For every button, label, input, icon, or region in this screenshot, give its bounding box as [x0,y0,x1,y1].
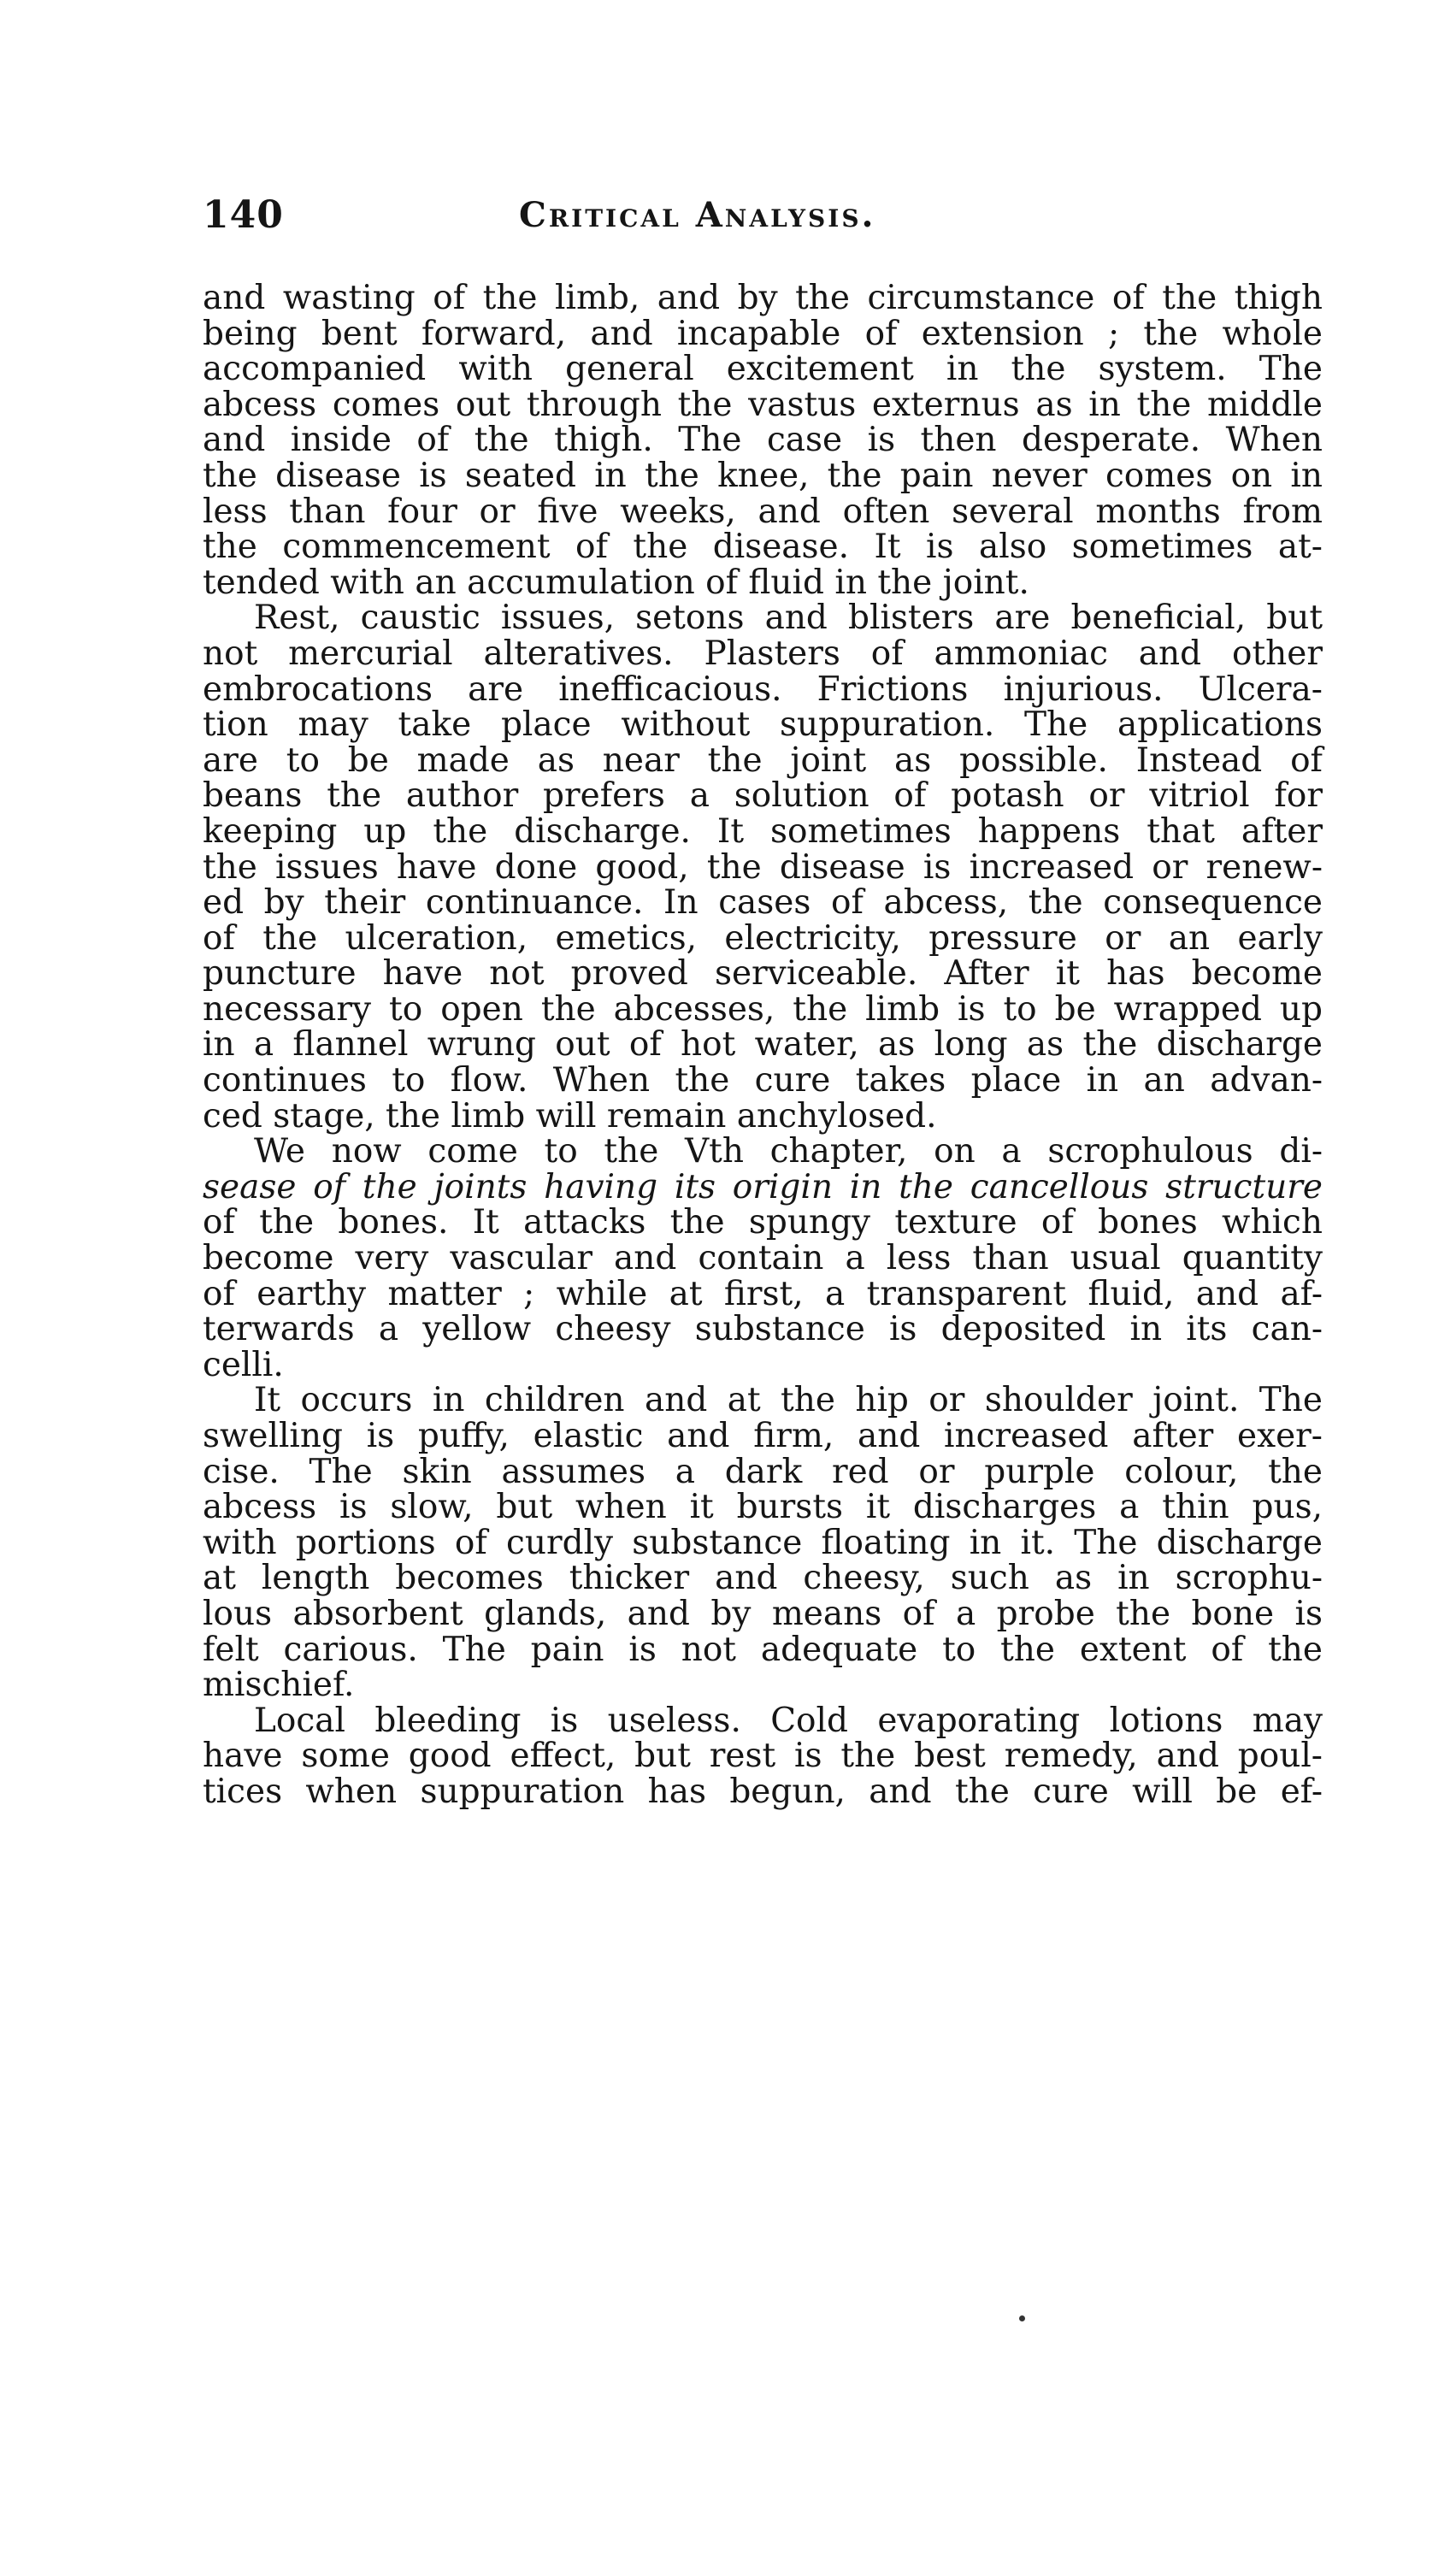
running-head: Critical Analysis. [519,195,876,235]
text-line: not mercurial alteratives. Plasters of ammoniac and other [203,634,1323,673]
text-line: the issues have done good, the disease is increased or renew- [203,847,1323,887]
text-line: puncture have not proved serviceable. After it has become [203,954,1323,994]
text-line: sease of the joints having its origin in the cancellous structure [203,1167,1323,1206]
text-line: tended with an accumulation of fluid in the joint. [203,563,1029,602]
text-line: tices when suppuration has begun, and the cure will be ef- [203,1772,1323,1811]
text-line: of the ulceration, emetics, electricity, pressure or an early [203,918,1323,958]
text-line: necessary to open the abcesses, the limb is to be wrapped up [203,989,1323,1029]
page-number: 140 [203,193,284,237]
text-line: continues to flow. When the cure takes place in an advan- [203,1061,1323,1100]
text-line: the disease is seated in the knee, the pain never comes on in [203,456,1323,495]
text-line: cise. The skin assumes a dark red or purple colour, the [203,1452,1323,1491]
text-line: less than four or five weeks, and often several months from [203,492,1323,531]
text-line: terwards a yellow cheesy substance is deposited in its can- [203,1310,1323,1349]
text-line: have some good effect, but rest is the best remedy, and poul- [203,1737,1323,1776]
text-line: of earthy matter ; while at first, a transparent fluid, and af- [203,1274,1323,1313]
text-line: of the bones. It attacks the spungy texture of bones which [203,1203,1323,1242]
text-line: accompanied with general excitement in the system. The [203,350,1323,389]
text-line: lous absorbent glands, and by means of a probe the bone is [203,1594,1323,1633]
text-line: Local bleeding is useless. Cold evaporating lotions may [254,1701,1323,1740]
text-line: ced stage, the limb will remain anchylosed. [203,1096,937,1135]
text-line: abcess is slow, but when it bursts it discharges a thin pus, [203,1488,1323,1527]
text-line: celli. [203,1345,284,1384]
text-line: felt carious. The pain is not adequate to the extent of the [203,1630,1323,1669]
text-line: the commencement of the disease. It is also sometimes at- [203,528,1323,567]
text-line: beans the author prefers a solution of potash or vitriol for [203,776,1323,816]
text-line: being bent forward, and incapable of extension ; the whole [203,314,1323,353]
text-line: and wasting of the limb, and by the circumstance of the thigh [203,279,1323,317]
text-line: embrocations are inefficacious. Frictions injurious. Ulcera- [203,669,1323,709]
text-line: It occurs in children and at the hip or shoulder joint. The [254,1381,1323,1420]
text-line: become very vascular and contain a less than usual quantity [203,1239,1323,1278]
text-line: abcess comes out through the vastus externus as in the middle [203,385,1323,424]
text-line: at length becomes thicker and cheesy, such as in scrophu- [203,1559,1323,1598]
page-header [203,193,1323,248]
text-line: keeping up the discharge. It sometimes happens that after [203,811,1323,851]
text-line: are to be made as near the joint as possible. Instead of [203,740,1323,780]
text-line: in a flannel wrung out of hot water, as long as the discharge [203,1025,1323,1065]
text-line: swelling is puffy, elastic and firm, and increased after exer- [203,1417,1323,1455]
text-line: mischief. [203,1666,355,1705]
text-line: ed by their continuance. In cases of abcess, the consequence [203,883,1323,923]
text-line: with portions of curdly substance floating in it. The discharge [203,1523,1323,1562]
stray-ink-dot [1019,2315,1025,2321]
text-line: Rest, caustic issues, setons and blisters are beneficial, but [254,599,1323,638]
text-line: We now come to the Vth chapter, on a scrophulous di- [254,1132,1323,1171]
text-line: and inside of the thigh. The case is then desperate. When [203,421,1323,460]
body-text [203,280,1323,1810]
text-line: tion may take place without suppuration. The applications [203,705,1323,745]
